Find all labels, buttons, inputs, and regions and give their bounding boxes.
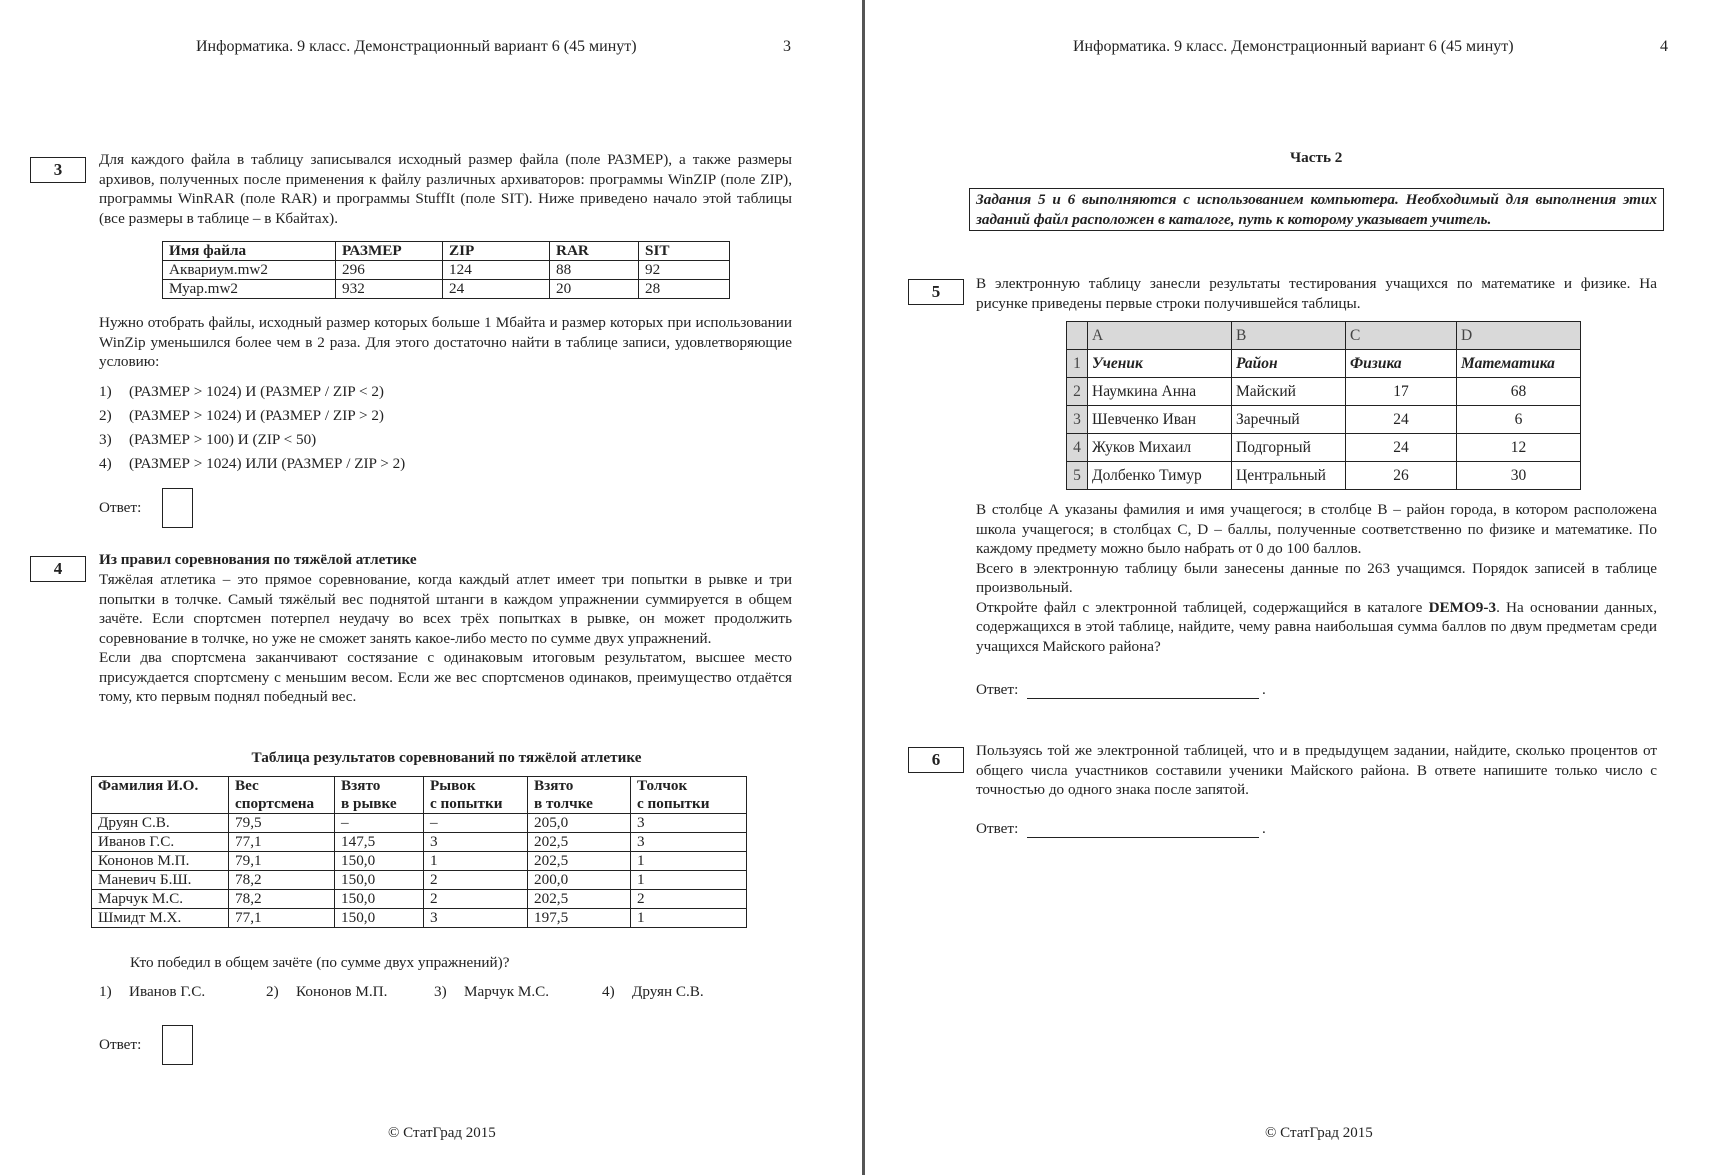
page-header: Информатика. 9 класс. Демонстрационный вариант 6 (45 минут) [1073,38,1514,55]
table-cell: 200,0 [528,871,631,890]
task4-paragraph-1: Тяжёлая атлетика – это прямое соревнование, когда каждый атлет имеет три попытки в рывке и три попытки в толчке. Самый тяжёлый вес поднятой штанги в каждом упражнении суммируется в общем зачёте. Если спортсмен потерпел неудачу во всех трёх попытках в рывке, он может продолжить соревнование в толчке, но уже не сможет занять какое-либо место по сумме двух упражнений. [99,571,792,647]
table-cell: Маневич Б.Ш. [92,871,229,890]
task4-answer-label: Ответ: [99,1036,142,1053]
table-cell: 2 [424,890,528,909]
table-cell: 3 [424,833,528,852]
spreadsheet-column-header-row [1067,322,1581,350]
page-number: 3 [783,38,791,55]
spreadsheet-corner-cell [1067,322,1088,350]
spreadsheet-cell: Подгорный [1232,434,1346,462]
table-cell: 92 [639,261,730,280]
task4-option-3[interactable] [434,983,549,1001]
task4-title: Из правил соревнования по тяжёлой атлетике [99,551,417,568]
table-row [92,814,747,833]
table-cell: – [335,814,424,833]
page-footer: © СтатГрад 2015 [388,1125,496,1141]
option-number: 3) [99,431,112,448]
table-header-cell: Толчок с попытки [631,777,747,814]
spreadsheet-cell: 24 [1346,434,1457,462]
row-number: 5 [1067,462,1088,490]
spreadsheet-cell: 24 [1346,406,1457,434]
row-number: 2 [1067,378,1088,406]
task3-file-table [162,241,730,299]
spreadsheet-cell: 6 [1457,406,1581,434]
spreadsheet-cell: Наумкина Анна [1088,378,1232,406]
option-number: 2) [266,983,279,1000]
spreadsheet-cell: Шевченко Иван [1088,406,1232,434]
task3-answer-box[interactable] [162,488,193,528]
task5-paragraph-1: В столбце А указаны фамилия и имя учащегося; в столбце В – район города, в котором расположена школа учащегося; в столбцах С, D – баллы, полученные соответственно по физике и математике. По каждому предмету можно было набрать от 0 до 100 баллов. [976,501,1657,557]
table-cell: 150,0 [335,909,424,928]
option-text: (РАЗМЕР > 1024) И (РАЗМЕР / ZIP > 2) [129,407,384,424]
task5-description [976,500,1657,656]
task-number-6: 6 [908,747,964,773]
option-text: (РАЗМЕР > 1024) И (РАЗМЕР / ZIP < 2) [129,383,384,400]
column-header-a: A [1088,322,1232,350]
option-number: 2) [99,407,112,424]
task4-table-title: Таблица результатов соревнований по тяжёлой атлетике [251,749,642,766]
part-title: Часть 2 [1290,149,1343,166]
task3-option-4[interactable] [99,455,405,473]
table-cell: 1 [631,852,747,871]
computer-note-box: Задания 5 и 6 выполняются с использованием компьютера. Необходимый для выполнения этих заданий файл расположен в каталоге, путь к которому указывает учитель. [969,188,1664,231]
table-row [92,909,747,928]
row-number: 3 [1067,406,1088,434]
table-header-cell: Имя файла [163,242,336,261]
table-header-cell: Фамилия И.О. [92,777,229,814]
table-cell: 147,5 [335,833,424,852]
spreadsheet-cell: 12 [1457,434,1581,462]
spreadsheet-row [1067,378,1581,406]
task4-answer-box[interactable] [162,1025,193,1065]
table-cell: Аквариум.mw2 [163,261,336,280]
spreadsheet-cell: Район [1232,350,1346,378]
task3-option-1[interactable] [99,383,384,401]
task3-intro: Для каждого файла в таблицу записывался исходный размер файла (поле РАЗМЕР), а также размеры архивов, полученных после применения к файлу различных архиваторов: программы WinZIP (поле ZIP), программы WinRAR (поле RAR) и программы StuffIt (поле SIT). Ниже приведено начало этой таблицы (все размеры в таблице – в Кбайтах). [99,151,792,227]
spreadsheet-row [1067,462,1581,490]
table-header-cell: SIT [639,242,730,261]
spreadsheet-row [1067,350,1581,378]
spreadsheet-cell: 30 [1457,462,1581,490]
row-number: 1 [1067,350,1088,378]
task5-paragraph-2: Всего в электронную таблицу были занесены данные по 263 учащимся. Порядок записей в таблице произвольный. [976,559,1657,596]
table-cell: 296 [336,261,443,280]
table-cell: 150,0 [335,890,424,909]
table-cell: Шмидт М.Х. [92,909,229,928]
catalog-name: DEMO9-3 [1428,598,1497,616]
table-cell: 77,1 [229,833,335,852]
table-cell: Иванов Г.С. [92,833,229,852]
option-text: (РАЗМЕР > 100) И (ZIP < 50) [129,431,317,448]
table-header-row [163,242,730,261]
table-cell: 2 [631,890,747,909]
option-text: (РАЗМЕР > 1024) ИЛИ (РАЗМЕР / ZIP > 2) [129,455,406,472]
task4-rules-text [99,570,792,707]
table-cell: 88 [550,261,639,280]
spreadsheet-cell: Центральный [1232,462,1346,490]
table-cell: 1 [424,852,528,871]
table-cell: 78,2 [229,871,335,890]
column-header-c: C [1346,322,1457,350]
option-number: 1) [99,983,112,1000]
spreadsheet-row [1067,434,1581,462]
table-cell: Кононов М.П. [92,852,229,871]
option-number: 4) [602,983,615,1000]
column-header-d: D [1457,322,1581,350]
spreadsheet-cell: Ученик [1088,350,1232,378]
table-cell: 20 [550,280,639,299]
spreadsheet-cell: Майский [1232,378,1346,406]
page-footer: © СтатГрад 2015 [1265,1125,1373,1141]
option-number: 1) [99,383,112,400]
table-cell: 28 [639,280,730,299]
spreadsheet-cell: 68 [1457,378,1581,406]
task3-option-3[interactable] [99,431,316,449]
spreadsheet-cell: Физика [1346,350,1457,378]
task5-paragraph-3: Откройте файл с электронной таблицей, содержащийся в каталоге DEMO9-3. На основании данных, содержащихся в этой таблице, найдите, чему равна наибольшая сумма баллов по двум предметам среди учащихся Майского района? [976,598,1657,655]
task4-question: Кто победил в общем зачёте (по сумме двух упражнений)? [130,954,510,971]
spreadsheet-cell: Долбенко Тимур [1088,462,1232,490]
task6-text: Пользуясь той же электронной таблицей, что и в предыдущем задании, найдите, сколько процентов от общего числа участников составили ученики Майского района. В ответе напишите только число с точностью до одного знака после запятой. [976,742,1657,798]
task5-intro: В электронную таблицу занесли результаты тестирования учащихся по математике и физике. На рисунке приведены первые строки получившейся таблицы. [976,275,1657,312]
option-text: Кононов М.П. [296,983,388,1000]
table-header-row [92,777,747,814]
table-cell: 124 [443,261,550,280]
task3-option-2[interactable] [99,407,384,425]
table-cell: Друян С.В. [92,814,229,833]
table-cell: 202,5 [528,852,631,871]
table-cell: 202,5 [528,890,631,909]
page-number: 4 [1660,38,1668,55]
table-cell: 78,2 [229,890,335,909]
table-row [92,833,747,852]
table-cell: 3 [424,909,528,928]
option-text: Иванов Г.С. [129,983,206,1000]
task6-answer-end: . [1262,820,1266,837]
task-number-4: 4 [30,556,86,582]
table-header-cell: РАЗМЕР [336,242,443,261]
table-row [92,890,747,909]
table-cell: 1 [631,871,747,890]
table-cell: 932 [336,280,443,299]
table-cell: 3 [631,833,747,852]
spreadsheet-cell: 26 [1346,462,1457,490]
table-cell: – [424,814,528,833]
table-cell: 197,5 [528,909,631,928]
table-cell: 79,5 [229,814,335,833]
task5-answer-end: . [1262,681,1266,698]
page-header: Информатика. 9 класс. Демонстрационный вариант 6 (45 минут) [196,38,637,55]
table-row [163,261,730,280]
table-row [92,852,747,871]
table-cell: 1 [631,909,747,928]
left-page [0,0,862,1175]
option-text: Друян С.В. [632,983,704,1000]
table-cell: 2 [424,871,528,890]
spreadsheet-table [1066,321,1581,490]
row-number: 4 [1067,434,1088,462]
task3-question: Нужно отобрать файлы, исходный размер которых больше 1 Мбайта и размер которых при использовании WinZip уменьшился более чем в 2 раза. Для этого достаточно найти в таблице записи, удовлетворяющие условию: [99,314,792,370]
table-header-cell: ZIP [443,242,550,261]
table-cell: 24 [443,280,550,299]
table-header-cell: Рывок с попытки [424,777,528,814]
table-cell: Муар.mw2 [163,280,336,299]
option-number: 3) [434,983,447,1000]
table-cell: 150,0 [335,871,424,890]
task3-answer-label: Ответ: [99,499,142,516]
table-row [92,871,747,890]
task-number-5: 5 [908,279,964,305]
table-cell: 3 [631,814,747,833]
table-cell: 77,1 [229,909,335,928]
table-cell: 79,1 [229,852,335,871]
table-header-cell: Вес спортсмена [229,777,335,814]
right-page [865,0,1727,1175]
task6-answer-label: Ответ: [976,820,1019,837]
table-cell: 150,0 [335,852,424,871]
task5-answer-label: Ответ: [976,681,1019,698]
task6-answer-line[interactable] [1027,837,1259,838]
table-header-cell: RAR [550,242,639,261]
table-cell: 205,0 [528,814,631,833]
task5-answer-line[interactable] [1027,698,1259,699]
task4-results-table [91,776,747,928]
table-header-cell: Взято в рывке [335,777,424,814]
spreadsheet-cell: Заречный [1232,406,1346,434]
table-row [163,280,730,299]
task4-option-2[interactable] [266,983,387,1001]
option-number: 4) [99,455,112,472]
spreadsheet-cell: 17 [1346,378,1457,406]
spreadsheet-cell: Жуков Михаил [1088,434,1232,462]
spreadsheet-cell: Математика [1457,350,1581,378]
task4-option-4[interactable] [602,983,704,1001]
spreadsheet-row [1067,406,1581,434]
table-header-cell: Взято в толчке [528,777,631,814]
task-number-3: 3 [30,157,86,183]
task4-option-1[interactable] [99,983,205,1001]
task4-paragraph-2: Если два спортсмена заканчивают состязание с одинаковым итоговым результатом, высшее место присуждается спортсмену с меньшим весом. Если же вес спортсменов одинаков, преимущество отдаётся тому, кто первым поднял победный вес. [99,649,792,705]
column-header-b: B [1232,322,1346,350]
option-text: Марчук М.С. [464,983,550,1000]
table-cell: 202,5 [528,833,631,852]
table-cell: Марчук М.С. [92,890,229,909]
